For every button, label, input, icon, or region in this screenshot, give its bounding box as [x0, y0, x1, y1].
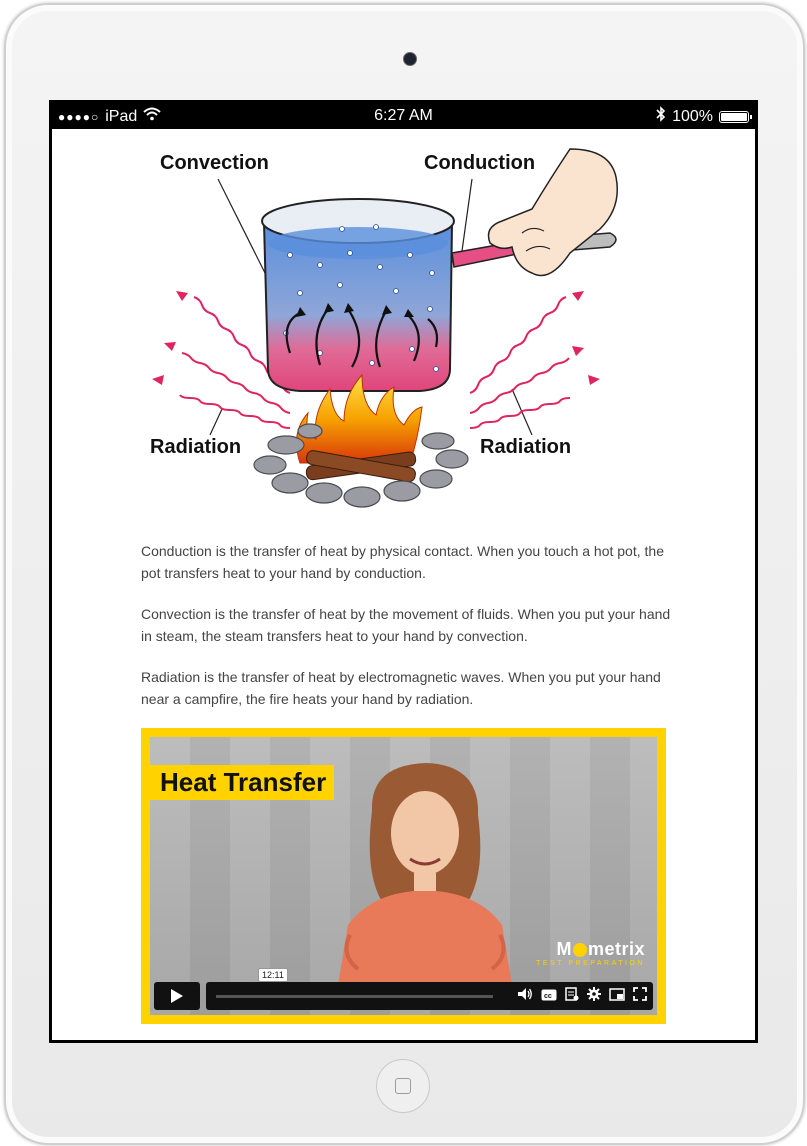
convection-leader — [218, 179, 270, 283]
front-camera — [403, 52, 417, 66]
settings-gear-icon[interactable] — [587, 987, 601, 1006]
mometrix-logo — [536, 939, 645, 967]
radiation-left-label: Radiation — [150, 436, 242, 458]
status-bar — [52, 103, 755, 129]
logo-subtitle: TEST PREPARATION — [536, 960, 645, 967]
presenter-image — [310, 755, 540, 985]
video-player[interactable] — [141, 728, 666, 1024]
status-time: 6:27 AM — [374, 107, 433, 124]
heat-transfer-diagram — [140, 143, 620, 513]
home-button[interactable] — [376, 1059, 430, 1113]
battery-fill — [721, 113, 747, 121]
conduction-label: Conduction — [424, 152, 536, 174]
radiation-arrowheads-right — [572, 291, 600, 385]
battery-icon — [719, 111, 749, 123]
logo-text-metrix: metrix — [587, 939, 645, 959]
convection-paragraph: Convection is the transfer of heat by the movement of fluids. When you put your hand in steam, the steam transfers heat to your hand by convection. — [141, 606, 671, 644]
radiation-right-label: Radiation — [480, 436, 572, 458]
carrier-label: iPad — [105, 107, 138, 125]
conduction-leader — [462, 179, 472, 251]
conduction-paragraph: Conduction is the transfer of heat by physical contact. When you touch a hot pot, the pot transfers heat to your hand by conduction. — [141, 543, 664, 581]
picture-in-picture-icon[interactable] — [609, 988, 625, 1006]
radiation-paragraph: Radiation is the transfer of heat by electromagnetic waves. When you put your hand near a campfire, the fire heats your hand by radiation. — [141, 669, 661, 707]
play-icon — [170, 988, 184, 1004]
radiation-arrowheads-left — [152, 291, 188, 385]
ipad-screen — [49, 100, 758, 1043]
radiation-left-leader — [210, 409, 222, 435]
duration-tooltip: 12:11 — [258, 968, 288, 982]
video-title: Heat Transfer — [150, 765, 334, 800]
water-surface — [268, 227, 448, 259]
control-bar — [206, 970, 653, 1010]
battery-percent: 100% — [672, 107, 713, 125]
screen-content — [52, 103, 755, 1040]
fullscreen-icon[interactable] — [633, 987, 647, 1006]
video-frame[interactable] — [150, 737, 657, 1015]
convection-label: Convection — [160, 152, 269, 174]
play-button[interactable] — [154, 982, 200, 1010]
bluetooth-icon — [656, 106, 666, 127]
video-controls — [150, 970, 657, 1015]
home-square-icon — [395, 1078, 411, 1094]
progress-track[interactable] — [216, 995, 493, 998]
volume-icon[interactable] — [517, 987, 533, 1006]
transcript-icon[interactable] — [565, 987, 579, 1006]
logo-letter-m: M — [556, 939, 572, 959]
logo-check-icon — [573, 943, 587, 957]
svg-text:cc: cc — [544, 992, 552, 1000]
signal-strength: ●●●●○ — [58, 109, 100, 124]
closed-captions-icon[interactable] — [541, 988, 557, 1006]
